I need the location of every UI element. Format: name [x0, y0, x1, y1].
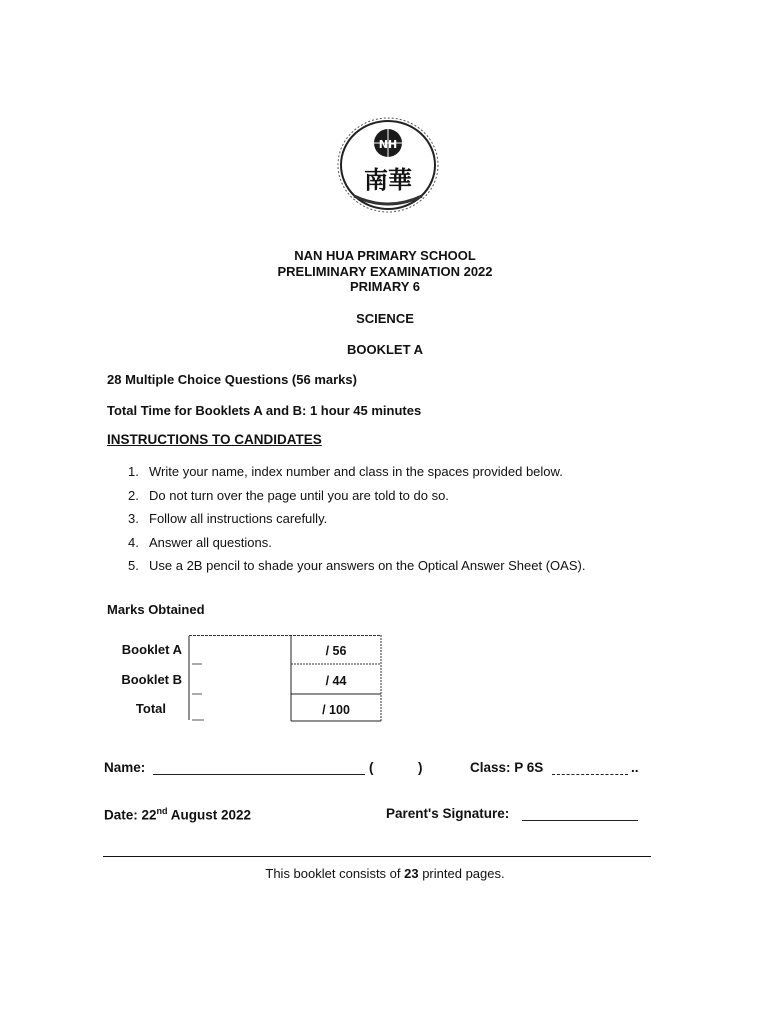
exam-title: PRELIMINARY EXAMINATION 2022: [277, 264, 493, 279]
school-name: NAN HUA PRIMARY SCHOOL: [294, 248, 476, 263]
index-number-field[interactable]: [378, 758, 416, 776]
instruction-item: 4. Answer all questions.: [128, 534, 272, 550]
marks-label-booklet-a: Booklet A: [121, 642, 182, 657]
class-suffix: ..: [631, 760, 639, 775]
instructions-list: [128, 462, 585, 580]
logo-characters: 南華: [364, 166, 412, 194]
parent-signature-label: Parent's Signature:: [386, 806, 510, 821]
instruction-item: 2. Do not turn over the page until you are told to do so.: [128, 487, 449, 503]
index-close-paren: ): [418, 760, 423, 775]
marks-value-total: / 100: [322, 703, 350, 717]
name-label: Name:: [104, 760, 146, 775]
class-label: Class: P 6S: [470, 760, 544, 775]
class-field[interactable]: [552, 760, 628, 775]
instruction-item: 1. Write your name, index number and class in the spaces provided below.: [128, 464, 563, 479]
level: PRIMARY 6: [349, 279, 421, 294]
school-logo: [336, 116, 440, 214]
date: Date: 22nd August 2022: [104, 806, 252, 823]
total-time: Total Time for Booklets A and B: 1 hour 45 minutes: [107, 403, 422, 418]
marks-label-total: Total: [135, 701, 166, 716]
instruction-item: 3. Follow all instructions carefully.: [128, 511, 328, 526]
subject: SCIENCE: [356, 311, 414, 326]
index-open-paren: (: [369, 760, 374, 775]
marks-label-booklet-b: Booklet B: [121, 672, 182, 687]
question-count: 28 Multiple Choice Questions (56 marks): [107, 372, 357, 387]
name-field[interactable]: [153, 760, 365, 775]
logo-monogram: NH: [378, 138, 398, 151]
marks-value-booklet-a: / 56: [325, 644, 347, 658]
instructions-title: INSTRUCTIONS TO CANDIDATES: [107, 432, 322, 447]
page-count-note: This booklet consists of 23 printed pages.: [265, 866, 505, 881]
marks-value-booklet-b: / 44: [325, 674, 347, 688]
parent-signature-field[interactable]: [522, 806, 638, 821]
footer-divider: [103, 856, 651, 857]
instruction-item: 5. Use a 2B pencil to shade your answers on the Optical Answer Sheet (OAS).: [128, 558, 586, 573]
booklet: BOOKLET A: [346, 342, 424, 357]
marks-title: Marks Obtained: [107, 602, 205, 617]
